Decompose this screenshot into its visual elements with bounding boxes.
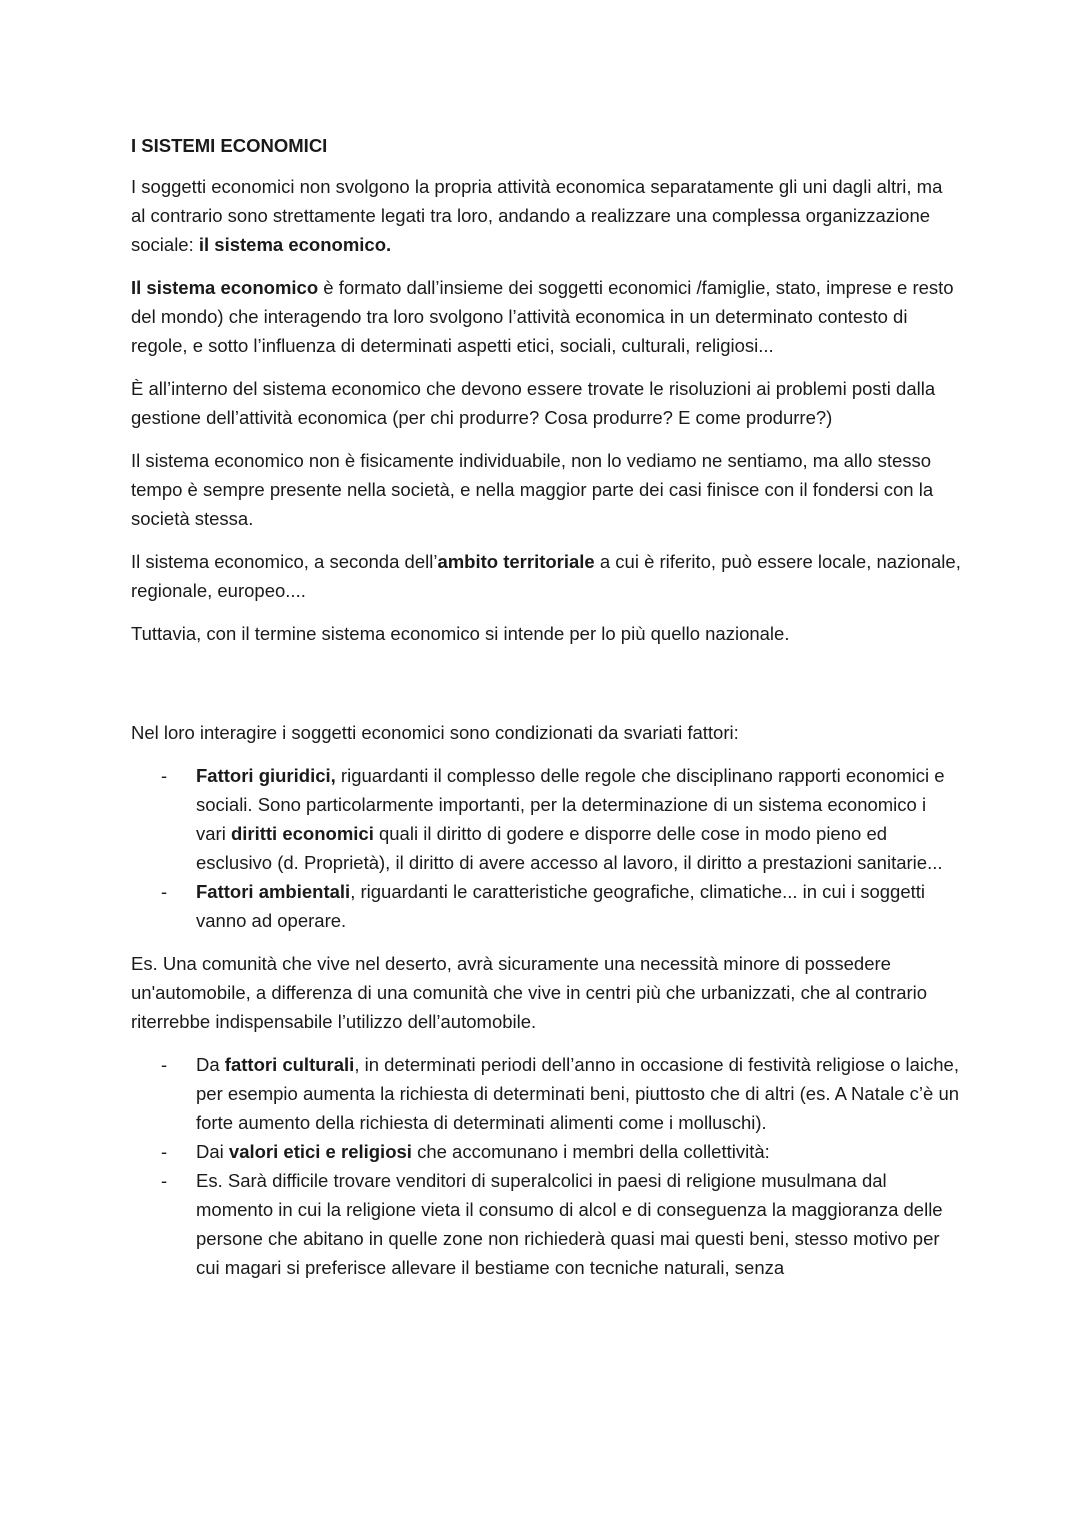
paragraph-example-desert: Es. Una comunità che vive nel deserto, avrà sicuramente una necessità minore di possedere un'automobile, a differenza di una comunità che vive in centri più che urbanizzati, che al contrario riterrebbe indispensabile l’utilizzo dell’automobile.	[131, 953, 928, 1032]
list-item: - Fattori giuridici, riguardanti il complesso delle regole che disciplinano rapporti economici e sociali. Sono particolarmente importanti, per la determinazione di un sistema economico i vari diritti economici quali il diritto di godere e disporre delle cose in modo pieno ed esclusivo (d. Proprietà), il diritto di avere accesso al lavoro, il diritto a prestazioni sanitarie...	[161, 765, 945, 873]
list-item: - Es. Sarà difficile trovare venditori di superalcolici in paesi di religione musulmana dal momento in cui la religione vieta il consumo di alcol e di conseguenza la maggioranza delle persone che abitano in quelle zone non richiederà quasi mai questi beni, stesso motivo per cui magari si preferisce allevare il bestiame con tecniche naturali, senza	[161, 1170, 943, 1278]
paragraph-invisible: Il sistema economico non è fisicamente individuabile, non lo vediamo ne sentiamo, ma allo stesso tempo è sempre presente nella società, e nella maggior parte dei casi finisce con il fondersi con la società stessa.	[131, 450, 934, 529]
page-title: I SISTEMI ECONOMICI	[131, 135, 328, 156]
list-item: - Dai valori etici e religiosi che accomunano i membri della collettività:	[161, 1141, 770, 1162]
paragraph-problems: È all’interno del sistema economico che devono essere trovate le risoluzioni ai problemi posti dalla gestione dell’attività economica (per chi produrre? Cosa produrre? E come produrre?)	[131, 378, 936, 428]
factors-list-1	[131, 761, 961, 935]
list-item: - Da fattori culturali, in determinati periodi dell’anno in occasione di festività religiose o laiche, per esempio aumenta la richiesta di determinati beni, piuttosto che di altri (es. A Natale c’è un forte aumento della richiesta di determinati alimenti come i molluschi).	[161, 1054, 960, 1133]
paragraph-intro: I soggetti economici non svolgono la propria attività economica separatamente gli uni dagli altri, ma al contrario sono strettamente legati tra loro, andando a realizzare una complessa organizzazione sociale: il sistema economico.	[131, 176, 943, 255]
list-item: - Fattori ambientali, riguardanti le caratteristiche geografiche, climatiche... in cui i soggetti vanno ad operare.	[161, 881, 926, 931]
factors-list-2	[131, 1050, 961, 1282]
paragraph-national: Tuttavia, con il termine sistema economico si intende per lo più quello nazionale.	[131, 623, 790, 644]
paragraph-definition: Il sistema economico è formato dall’insieme dei soggetti economici /famiglie, stato, imprese e resto del mondo) che interagendo tra loro svolgono l’attività economica in un determinato contesto di regole, e sotto l’influenza di determinati aspetti etici, sociali, culturali, religiosi...	[131, 277, 954, 356]
spacer	[131, 662, 961, 718]
document-page	[131, 131, 961, 1296]
paragraph-factors-intro: Nel loro interagire i soggetti economici sono condizionati da svariati fattori:	[131, 722, 739, 743]
paragraph-territorial: Il sistema economico, a seconda dell’ambito territoriale a cui è riferito, può essere locale, nazionale, regionale, europeo....	[131, 551, 961, 601]
